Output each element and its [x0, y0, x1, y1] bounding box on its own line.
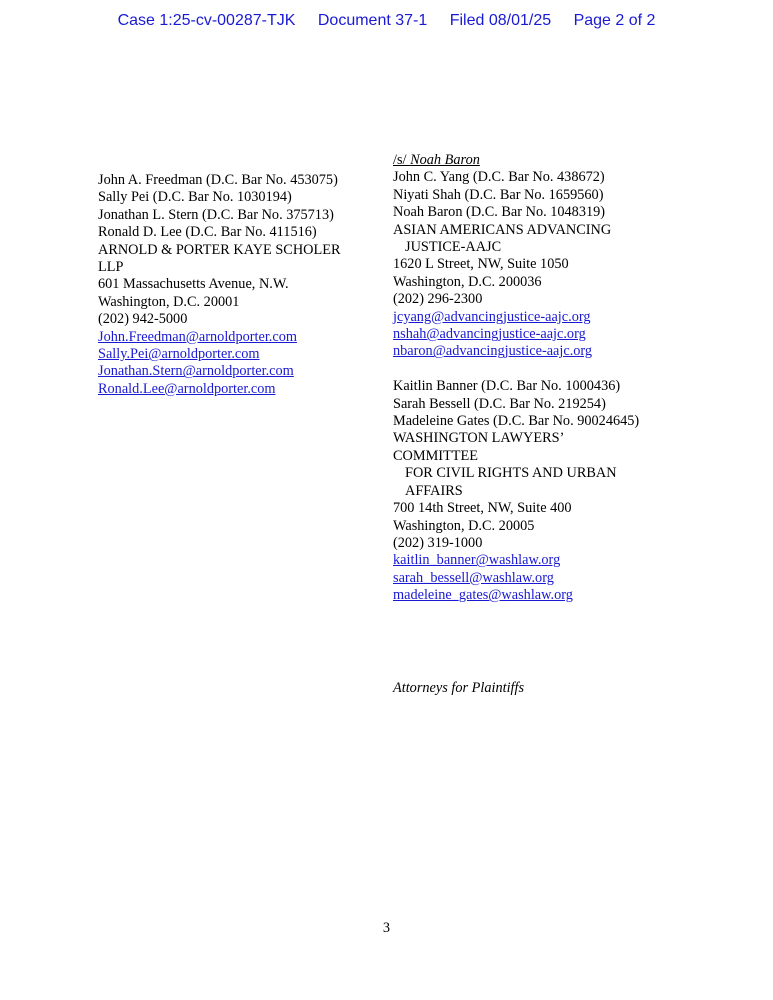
arnold-porter-block — [98, 172, 368, 398]
document-number: Document 37-1 — [317, 12, 428, 29]
org-name-cont: FOR CIVIL RIGHTS AND URBAN — [405, 465, 617, 482]
counsel-line: John C. Yang (D.C. Bar No. 438672) — [393, 169, 605, 186]
email-link[interactable]: Sally.Pei@arnoldporter.com — [98, 346, 260, 363]
firm-name: ARNOLD & PORTER KAYE SCHOLER — [98, 241, 341, 258]
address-street: 700 14th Street, NW, Suite 400 — [393, 500, 572, 517]
attorneys-for-plaintiffs: Attorneys for Plaintiffs — [393, 680, 525, 696]
counsel-line: Noah Baron (D.C. Bar No. 1048319) — [393, 204, 606, 221]
signature-prefix: /s/ — [393, 152, 411, 168]
email-link[interactable]: Ronald.Lee@arnoldporter.com — [98, 380, 276, 397]
org-name-cont: COMMITTEE — [393, 447, 478, 464]
email-link[interactable]: nbaron@advancingjustice-aajc.org — [393, 343, 593, 360]
counsel-line: Niyati Shah (D.C. Bar No. 1659560) — [393, 186, 604, 203]
counsel-line: Ronald D. Lee (D.C. Bar No. 411516) — [98, 224, 317, 241]
email-link[interactable]: Jonathan.Stern@arnoldporter.com — [98, 363, 294, 380]
counsel-line: Kaitlin Banner (D.C. Bar No. 1000436) — [393, 378, 621, 395]
signature-line — [393, 152, 673, 169]
spacer — [393, 361, 673, 378]
case-number: Case 1:25-cv-00287-TJK — [117, 12, 296, 29]
email-link[interactable]: jcyang@advancingjustice-aajc.org — [393, 308, 591, 325]
org-name: ASIAN AMERICANS ADVANCING — [393, 221, 612, 238]
firm-name-cont: LLP — [98, 259, 124, 276]
phone: (202) 942-5000 — [98, 311, 188, 328]
email-link[interactable]: sarah_bessell@washlaw.org — [393, 569, 554, 586]
signature-name: Noah Baron — [410, 152, 480, 168]
phone: (202) 296-2300 — [393, 291, 483, 308]
counsel-line: Madeleine Gates (D.C. Bar No. 90024645) — [393, 413, 640, 430]
ecf-header — [0, 12, 773, 30]
filed-date: Filed 08/01/25 — [449, 12, 552, 29]
email-link[interactable]: kaitlin_banner@washlaw.org — [393, 552, 561, 569]
address-city: Washington, D.C. 20001 — [98, 293, 240, 310]
org-name-cont: JUSTICE-AAJC — [405, 239, 502, 256]
counsel-line: Sally Pei (D.C. Bar No. 1030194) — [98, 189, 292, 206]
counsel-line: John A. Freedman (D.C. Bar No. 453075) — [98, 172, 338, 188]
phone: (202) 319-1000 — [393, 534, 483, 551]
counsel-line: Jonathan L. Stern (D.C. Bar No. 375713) — [98, 206, 334, 223]
org-name-cont: AFFAIRS — [405, 482, 463, 499]
page-indicator: Page 2 of 2 — [573, 12, 656, 29]
email-link[interactable]: John.Freedman@arnoldporter.com — [98, 328, 297, 345]
counsel-line: Sarah Bessell (D.C. Bar No. 219254) — [393, 395, 606, 412]
email-link[interactable]: madeleine_gates@washlaw.org — [393, 587, 573, 604]
address-street: 601 Massachusetts Avenue, N.W. — [98, 276, 289, 293]
address-city: Washington, D.C. 200036 — [393, 273, 542, 290]
email-link[interactable]: nshah@advancingjustice-aajc.org — [393, 326, 586, 343]
org-name: WASHINGTON LAWYERS’ — [393, 430, 565, 447]
aajc-wlc-block — [393, 152, 673, 605]
page-number: 3 — [382, 920, 391, 936]
address-street: 1620 L Street, NW, Suite 1050 — [393, 256, 569, 273]
address-city: Washington, D.C. 20005 — [393, 517, 535, 534]
